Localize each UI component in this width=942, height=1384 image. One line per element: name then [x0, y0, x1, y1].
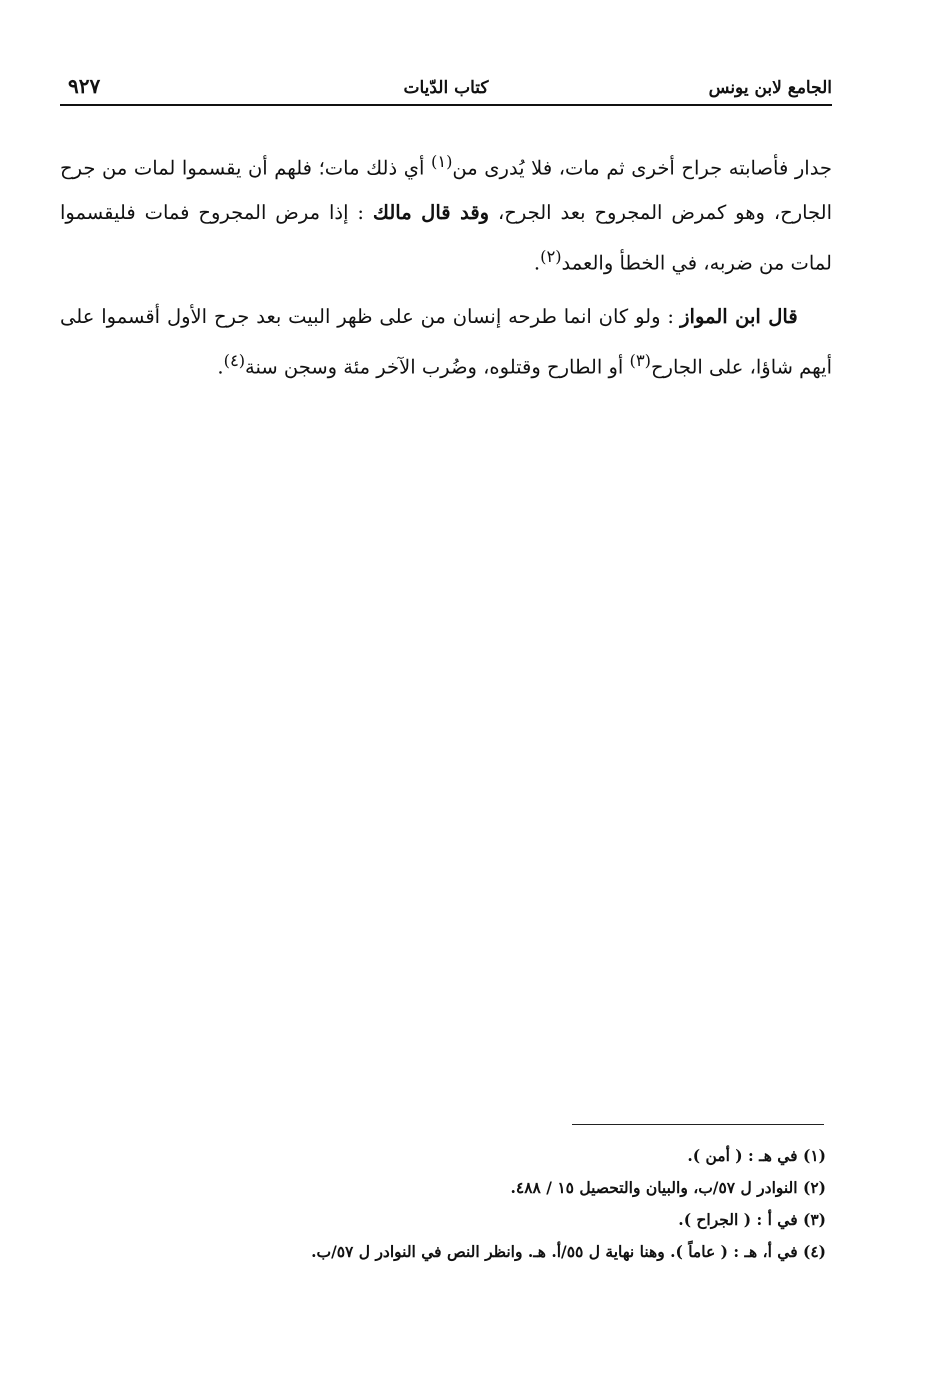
- footnote-ref-1: (١): [430, 152, 453, 171]
- chapter-title: كتاب الدّيات: [403, 78, 489, 98]
- paragraph-1-bold-phrase: وقد قال مالك: [372, 200, 490, 224]
- paragraph-2-end: .: [217, 355, 224, 379]
- paragraph-1: [60, 140, 832, 285]
- footnote-ref-2: (٢): [540, 246, 562, 266]
- paragraph-1-text-b: أي ذلك مات؛ فلهم أن يقسموا لمات من جرح الجارح، وهو كمرض المجروح بعد الجرح،: [60, 156, 833, 224]
- footnotes: [120, 1140, 826, 1268]
- paragraph-2-text-b: أو الطارح وقتلوه، وضُرب الآخر مئة وسجن سنة: [245, 355, 630, 379]
- paragraph-1-end: .: [533, 251, 541, 274]
- footnote-ref-4: (٤): [223, 351, 246, 370]
- footnote-2: (٢) النوادر ل ٥٧/ب، والبيان والتحصيل ١٥ / ٤٨٨.: [510, 1178, 826, 1197]
- running-header: [60, 72, 832, 106]
- paragraph-2-text-a: : ولو كان انما طرحه إنسان من على ظهر البيت بعد جرح الأول أقسموا على أيهم شاؤا، على الجارح: [60, 305, 832, 379]
- footnote-4: (٤) في أ، هـ : ( عاماً ). وهنا نهاية ل ٥٥/أ. هـ. وانظر النص في النوادر ل ٥٧/ب.: [311, 1242, 826, 1261]
- footnote-ref-3: (٣): [629, 351, 651, 370]
- header-divider: [60, 104, 832, 106]
- book-title: الجامع لابن يونس: [708, 78, 832, 98]
- paragraph-1-text-a: جدار فأصابته جراح أخرى ثم مات، فلا يُدرى من: [452, 156, 832, 180]
- footnote-3: (٣) في أ : ( الجراح ).: [678, 1210, 826, 1229]
- page-number: ٩٢٧: [68, 74, 101, 98]
- paragraph-2-bold-phrase: قال ابن المواز: [680, 305, 798, 328]
- paragraph-1-text-c: : إذا مرض المجروح فمات فليقسموا لمات من ضربه، في الخطأ والعمد: [60, 200, 832, 274]
- paragraph-2: [60, 295, 832, 390]
- main-text: [60, 140, 832, 400]
- footnote-divider: [572, 1124, 824, 1125]
- footnote-1: (١) في هـ : ( أمن ).: [687, 1146, 826, 1165]
